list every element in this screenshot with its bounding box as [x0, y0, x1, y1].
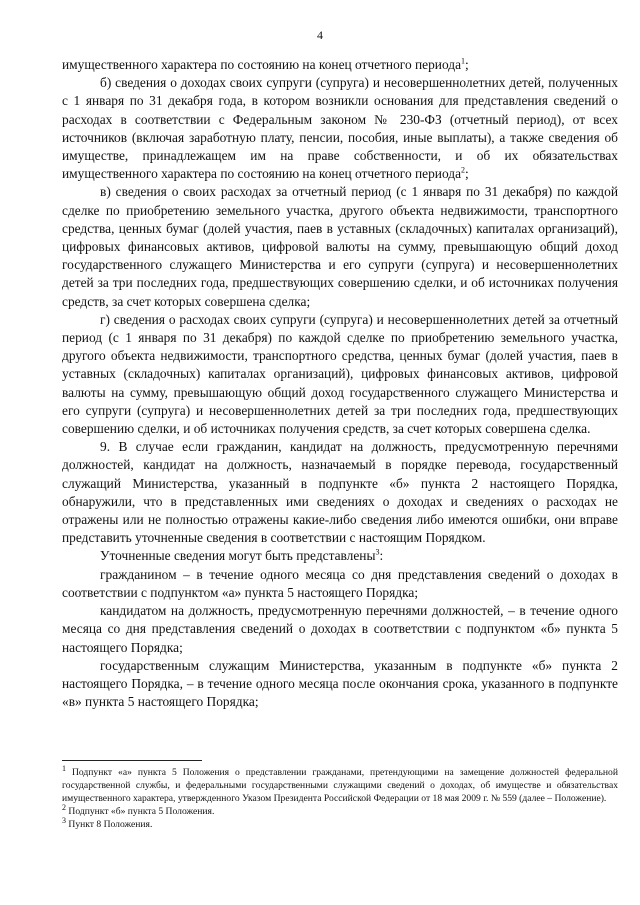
page-number: 4: [317, 28, 323, 42]
footnote-text: Подпункт «а» пункта 5 Положения о представлении гражданами, претендующими на замещение должностей федеральной государственной службы, и федеральными государственными служащими сведений о доходах, об имуществе и обязательствах имущественного характера, утвержденного Указом Президента Российской Федерации от 18 мая 2009 г. № 559 (далее – Положение).: [62, 767, 618, 804]
footnotes: [62, 763, 618, 831]
document-body: [62, 56, 618, 711]
footnote-text: Подпункт «б» пункта 5 Положения.: [66, 806, 215, 817]
footnote-text: Пункт 8 Положения.: [66, 819, 153, 830]
paragraph-civil-servant: государственным служащим Министерства, указанным в подпункте «б» пункта 2 настоящего Порядка, – в течение одного месяца после окончания срока, указанного в подпункте «в» пункта 5 настоящего Порядка;: [62, 657, 618, 710]
footnote-ref: 2: [461, 165, 466, 175]
paragraph-subitem-g: г) сведения о расходах своих супруги (супруга) и несовершеннолетних детей за отчетный период (с 1 января по 31 декабря) по каждой сделке по приобретению земельного участка, другого объекта недвижимости, транспортного средства, ценных бумаг (долей участия, паев в уставных (складочных) капиталах организаций), цифровых финансовых активов, цифровой валюты на сумму, превышающую общий доход государственного служащего Министерства и его супруги (супруга) и несовершеннолетних детей за три последних года, предшествующих совершению сделки, и об источниках получения средств, за счет которых совершена сделка.: [62, 311, 618, 437]
paragraph-tail: :: [379, 548, 384, 564]
paragraph-candidate: кандидатом на должность, предусмотренную перечнями должностей, – в течение одного месяца со дня представления сведений о доходах в соответствии с подпунктом «б» пункта 5 настоящего Порядка;: [62, 603, 618, 655]
footnote-ref: 1: [461, 56, 466, 66]
paragraph-text: имущественного характера по состоянию на конец отчетного периода: [62, 57, 462, 72]
footnote-ref: 3: [375, 548, 380, 558]
paragraph-text: б) сведения о доходах своих супруги (супруга) и несовершеннолетних детей, полученных с 1 января по 31 декабря года, в котором возникли основания для представления сведений о расходах в соответствии с Федеральным законом № 230-ФЗ (отчетный период), от всех источников (включая заработную плату, пенсии, пособия, иные выплаты), а также сведения об имуществе, принадлежащем им на праве собственности, и об их обязательствах имущественного характера по состоянию на конец отчетного периода: [62, 75, 618, 182]
paragraph-tail: ;: [465, 166, 469, 182]
footnote-mark: 2: [62, 802, 66, 812]
paragraph-item-9: 9. В случае если гражданин, кандидат на должность, предусмотренную перечнями должностей, кандидат на должность, назначаемый в порядке перевода, государственный служащий Министерства, указанный в подпункте «б» пункта 2 настоящего Порядка, обнаружили, что в представленных ими сведениях о доходах и сведениях о расходах не отражены или не полностью отражены какие-либо сведения либо имеются ошибки, они вправе представить уточненные сведения в соответствии с настоящим Порядком.: [62, 439, 618, 546]
paragraph-subitem-b: [62, 74, 618, 183]
footnote-divider: [62, 760, 202, 761]
footnote-3: [62, 815, 618, 831]
paragraph-text: Уточненные сведения могут быть представлены: [100, 548, 376, 564]
paragraph-continuation: [62, 56, 618, 74]
paragraph-corrected-info: [62, 547, 618, 565]
footnote-2: [62, 802, 618, 818]
footnote-mark: 1: [62, 763, 66, 773]
footnote-1: [62, 763, 618, 805]
paragraph-citizen: гражданином – в течение одного месяца со дня представления сведений о доходах в соответствии с подпунктом «а» пункта 5 настоящего Порядка;: [62, 566, 618, 600]
paragraph-subitem-v: в) сведения о своих расходах за отчетный период (с 1 января по 31 декабря) по каждой сделке по приобретению земельного участка, другого объекта недвижимости, транспортного средства, ценных бумаг (долей участия, паев в уставных (складочных) капиталах организаций), цифровых финансовых активов, цифровой валюты на сумму, превышающую общий доход государственного служащего Министерства и его супруги (супруга) и несовершеннолетних детей за три последних года, предшествующих совершению сделки, и об источниках получения средств, за счет которых совершена сделка;: [62, 184, 618, 309]
paragraph-tail: ;: [465, 57, 469, 72]
footnote-mark: 3: [62, 815, 66, 825]
